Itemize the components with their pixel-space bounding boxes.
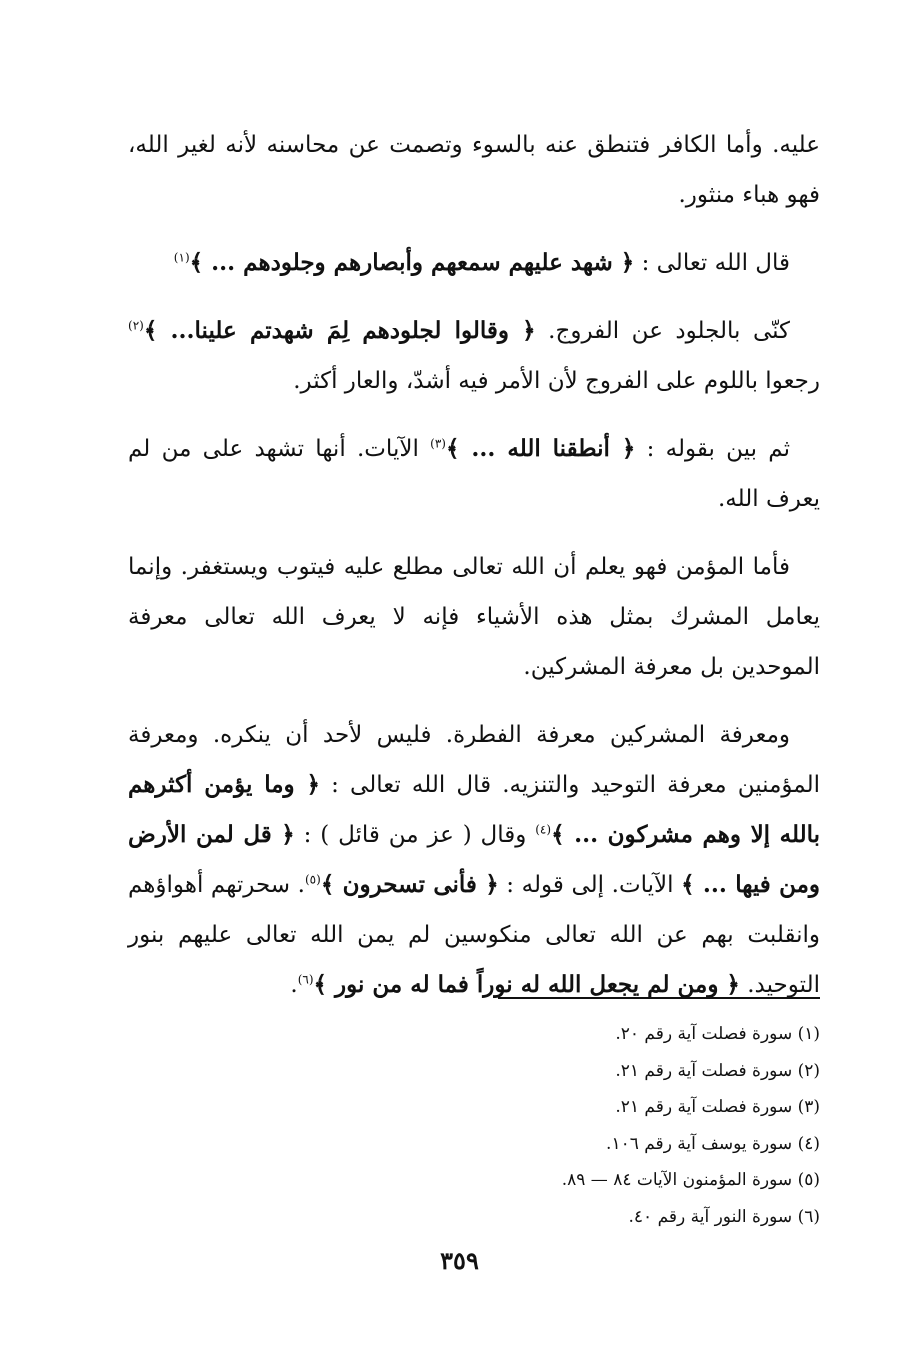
text-run: كنّى بالجلود عن الفروج. xyxy=(535,318,790,344)
footnote-marker: (٤) xyxy=(535,822,552,837)
text-run: الآيات. إلى قوله : xyxy=(498,872,682,898)
text-run: ثم بين بقوله : xyxy=(635,436,791,462)
footnote-divider xyxy=(498,997,820,999)
quran-quote: ﴿ وما يؤمن أكثرهم بالله إلا وهم مشركون ... ﴾ xyxy=(128,771,820,848)
text-run: . xyxy=(290,972,298,998)
footnote-marker: (٣) xyxy=(430,436,446,451)
footnote-marker: (٦) xyxy=(297,972,314,987)
quran-quote: ﴿ فأنى تسحرون ﴾ xyxy=(320,871,499,898)
footnote-item: (٥) سورة المؤمنون الآيات ٨٤ — ٨٩. xyxy=(561,1170,820,1190)
text-run: قال الله تعالى : xyxy=(634,250,790,276)
paragraph xyxy=(128,710,820,1010)
footnote-marker: (٥) xyxy=(304,872,321,887)
paragraph xyxy=(128,542,820,692)
body-text xyxy=(128,120,820,1028)
footnote-marker: (٢) xyxy=(128,318,144,333)
paragraph xyxy=(128,424,820,524)
quran-quote: ﴿ ومن لم يجعل الله له نوراً فما له من نور ﴾ xyxy=(313,971,740,998)
text-run: وقال ( عز من قائل ) : xyxy=(294,822,536,848)
footnote-item: (١) سورة فصلت آية رقم ٢٠. xyxy=(615,1024,820,1044)
text-run: ومعرفة المشركين معرفة الفطرة. فليس لأحد أن ينكره. ومعرفة المؤمنين معرفة التوحيد والتنزيه. قال الله تعالى : xyxy=(128,722,820,798)
quran-quote: ﴿ شهد عليهم سمعهم وأبصارهم وجلودهم ... ﴾ xyxy=(189,249,635,276)
footnote-marker: (١) xyxy=(173,250,190,265)
text-run: عليه. وأما الكافر فتنطق عنه بالسوء وتصمت عن محاسنه لأنه لغير الله، فهو هباء منثور. xyxy=(128,132,820,208)
page-number: ٣٥٩ xyxy=(440,1246,479,1275)
footnote-item: (٤) سورة يوسف آية رقم ١٠٦. xyxy=(606,1133,820,1154)
footnote-item: (٦) سورة النور آية رقم ٤٠. xyxy=(628,1206,820,1227)
paragraph xyxy=(128,120,820,220)
quran-quote: ﴿ أنطقنا الله ... ﴾ xyxy=(445,435,636,462)
footnotes-list xyxy=(360,1016,820,1235)
quran-quote: ﴿ وقالوا لجلودهم لِمَ شهدتم علينا... ﴾ xyxy=(143,317,536,344)
paragraph xyxy=(128,306,820,406)
footnote-item: (٢) سورة فصلت آية رقم ٢١. xyxy=(615,1060,820,1081)
text-run: رجعوا باللوم على الفروج لأن الأمر فيه أشدّ، والعار أكثر. xyxy=(293,368,820,394)
quran-quote: ﴿ قل لمن الأرض ومن فيها ... ﴾ xyxy=(128,821,821,898)
footnote-item: (٣) سورة فصلت آية رقم ٢١. xyxy=(615,1097,820,1117)
text-run: . سحرتهم أهواؤهم وانقلبت بهم عن الله تعالى منكوسين لم يمن الله تعالى عليهم بنور التوحيد. xyxy=(128,872,820,998)
paragraph xyxy=(128,238,820,288)
text-run: الآيات. أنها تشهد على من لم يعرف الله. xyxy=(128,436,820,512)
text-run: فأما المؤمن فهو يعلم أن الله تعالى مطلع عليه فيتوب ويستغفر. وإنما يعامل المشرك بمثل هذه الأشياء فإنه لا يعرف الله تعالى معرفة الموحدين بل معرفة المشركين. xyxy=(128,554,820,680)
